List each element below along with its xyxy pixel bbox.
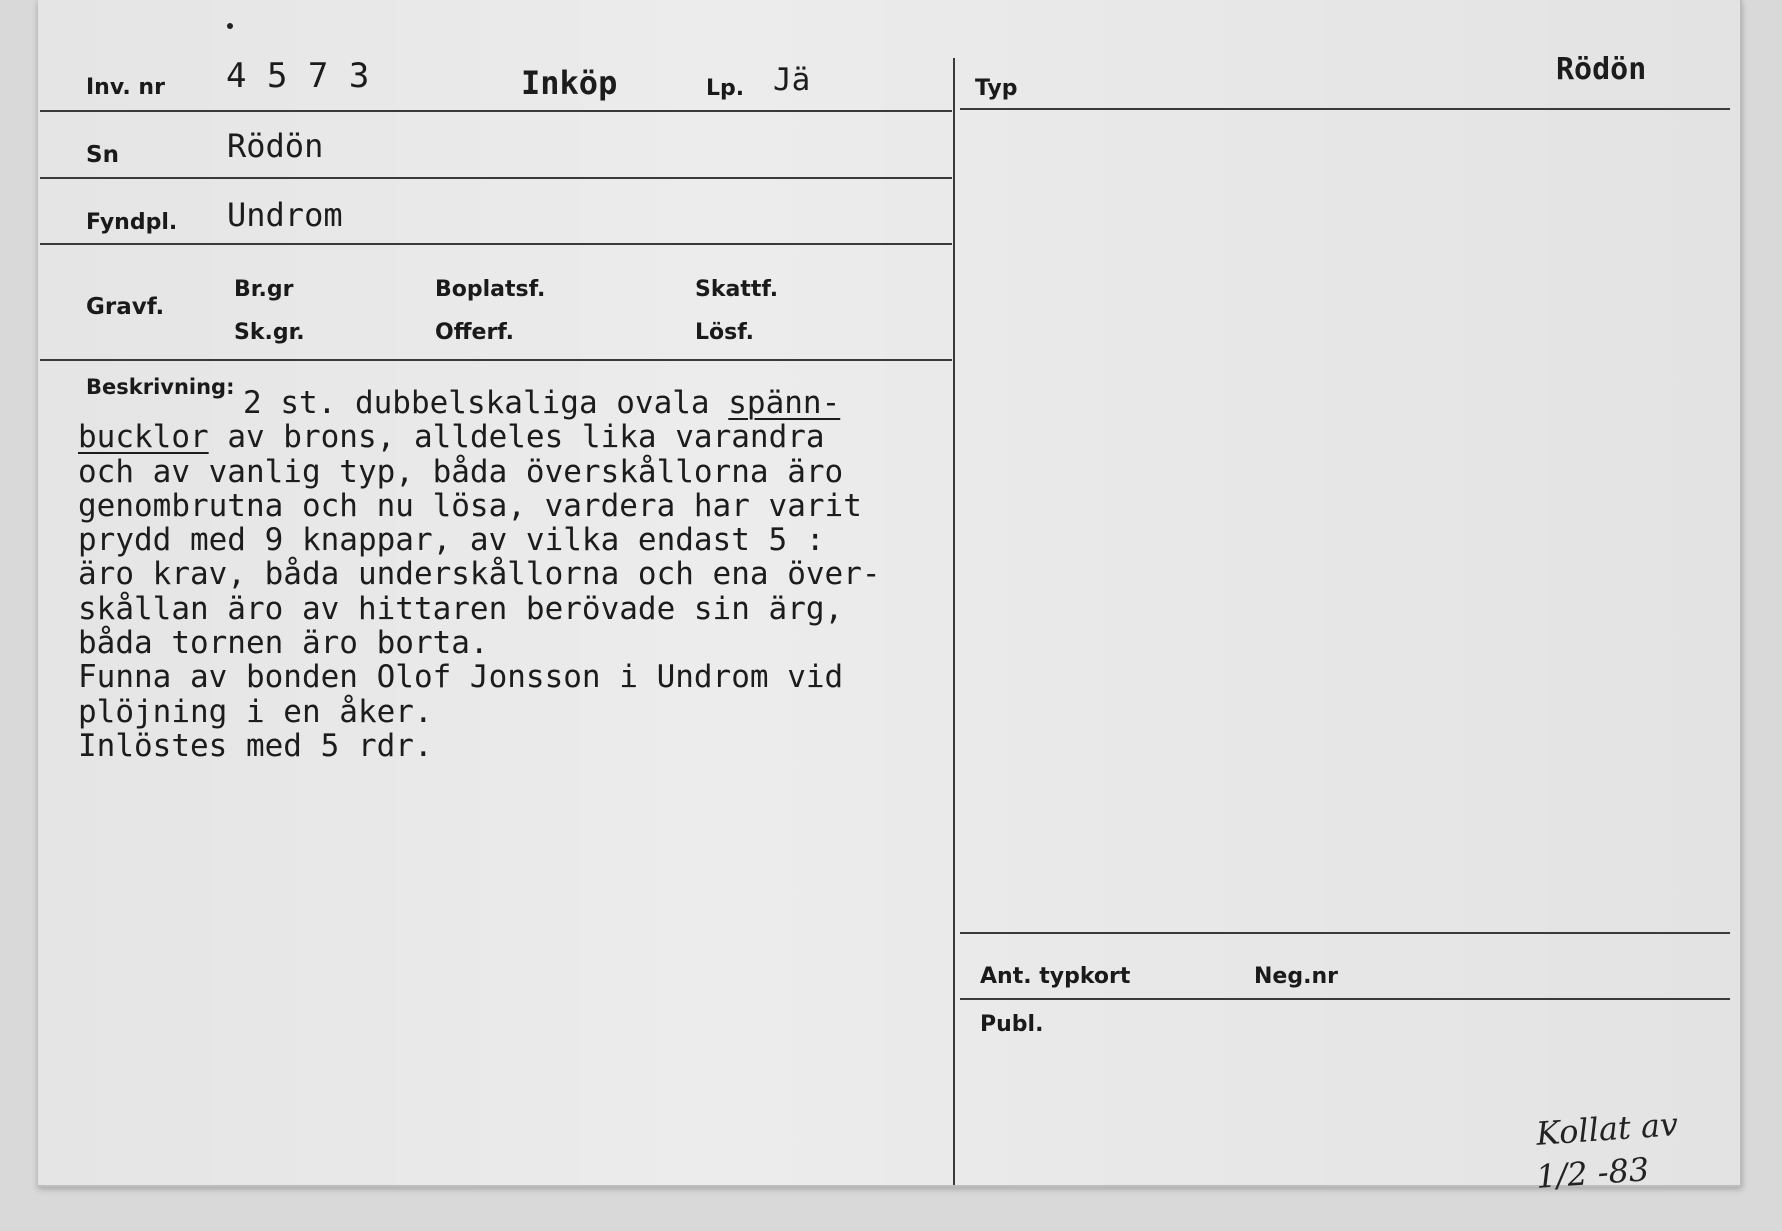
boplatsf-label: Boplatsf.: [435, 277, 546, 302]
description-text-segment: av brons, alldeles lika varandra: [208, 419, 825, 456]
description-text-segment: skållan äro av hittaren berövade sin ärg,: [78, 590, 844, 627]
row-divider-4: [40, 359, 952, 361]
description-line: [78, 729, 978, 763]
neg-nr-label: Neg.nr: [1254, 964, 1338, 989]
catalog-card: [38, 0, 1742, 1196]
description-line: [78, 489, 978, 523]
description-line: [78, 455, 978, 489]
fyndpl-value: Undrom: [227, 196, 343, 234]
description-line: [78, 660, 978, 694]
offerf-label: Offerf.: [435, 320, 515, 345]
publ-label: Publ.: [980, 1012, 1044, 1037]
description-text-segment: plöjning i en åker.: [78, 693, 433, 730]
description-line: [78, 420, 978, 454]
mark-dot: [227, 23, 233, 29]
row-divider-1: [40, 110, 952, 112]
beskrivning-label: Beskrivning:: [86, 375, 235, 399]
sn-value: Rödön: [227, 127, 324, 165]
description-text-segment: båda tornen äro borta.: [78, 625, 489, 662]
sn-label: Sn: [86, 142, 119, 168]
description-text: [78, 386, 978, 763]
row-divider-typ: [960, 108, 1730, 110]
description-line: [78, 626, 978, 660]
inv-nr-label: Inv. nr: [86, 75, 165, 100]
description-line: [78, 695, 978, 729]
description-text-segment: Inlöstes med 5 rdr.: [78, 727, 433, 764]
typ-label: Typ: [975, 76, 1018, 101]
description-text-segment: Funna av bonden Olof Jonsson i Undrom vid: [78, 659, 844, 696]
description-text-segment: prydd med 9 knappar, av vilka endast 5 :: [78, 522, 825, 559]
row-divider-antkort: [960, 932, 1730, 934]
description-text-segment: genombrutna och nu lösa, vardera har varit: [78, 487, 862, 524]
acquisition-value: Inköp: [521, 64, 618, 102]
handwritten-date-note: 1/2 -83: [1534, 1150, 1651, 1196]
description-line: [78, 592, 978, 626]
skattf-label: Skattf.: [695, 277, 779, 302]
lp-value: Jä: [773, 62, 811, 98]
skgr-label: Sk.gr.: [234, 320, 305, 345]
underlined-word: bucklor: [78, 419, 209, 456]
description-line: [78, 386, 978, 420]
ant-typkort-label: Ant. typkort: [980, 964, 1131, 989]
handwritten-collation-note: Kollat av: [1534, 1105, 1680, 1153]
description-text-segment: och av vanlig typ, båda överskållorna äro: [78, 453, 844, 490]
fyndpl-label: Fyndpl.: [86, 210, 178, 235]
description-line: [78, 523, 978, 557]
inv-nr-value: 4 5 7 3: [226, 56, 370, 96]
description-text-segment: 2 st. dubbelskaliga ovala: [243, 385, 729, 421]
gravf-label: Gravf.: [86, 294, 165, 320]
row-divider-3: [40, 243, 952, 245]
underlined-word: spänn-: [728, 385, 841, 421]
row-divider-2: [40, 177, 952, 179]
brgr-label: Br.gr: [234, 277, 294, 302]
corner-parish-value: Rödön: [1556, 52, 1647, 87]
lp-label: Lp.: [706, 76, 745, 101]
losf-label: Lösf.: [695, 320, 754, 345]
row-divider-publ: [960, 998, 1730, 1000]
description-line: [78, 557, 978, 591]
description-text-segment: äro krav, båda underskållorna och ena över-: [78, 556, 881, 593]
